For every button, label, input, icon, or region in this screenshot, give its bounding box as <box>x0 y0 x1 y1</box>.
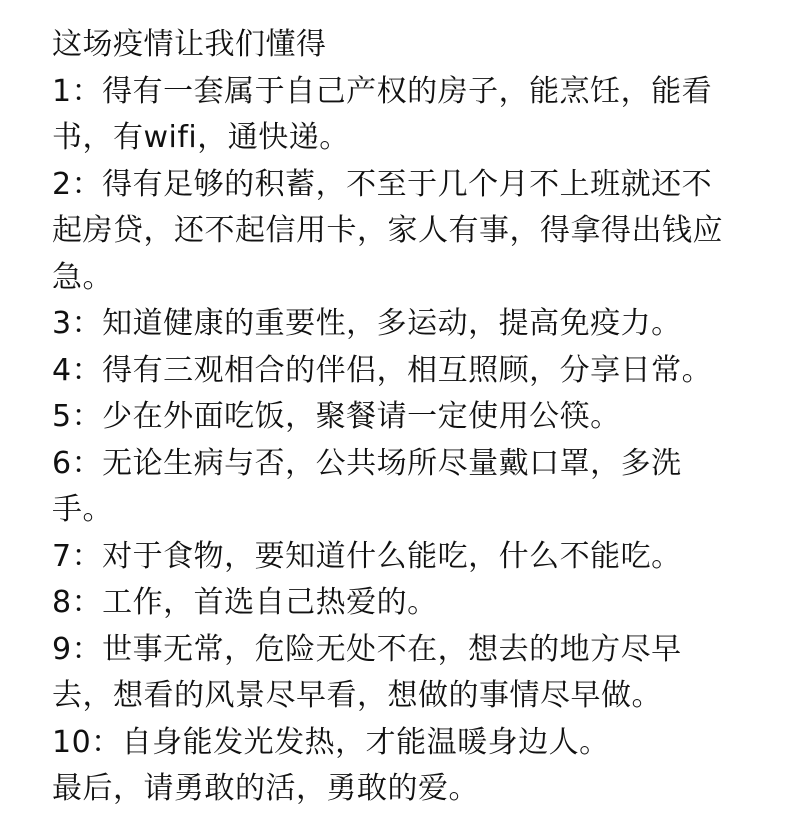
text-line: 起房贷，还不起信用卡，家人有事，得拿得出钱应 <box>52 213 723 248</box>
text-line: 急。 <box>52 259 113 295</box>
document-title: 这场疫情让我们懂得 <box>52 27 327 62</box>
text-line: 6：无论生病与否，公共场所尽量戴口罩，多洗 <box>52 445 682 481</box>
text-line: 10：自身能发光发热，才能温暖身边人。 <box>52 724 610 760</box>
text-line: 7：对于食物，要知道什么能吃，什么不能吃。 <box>52 538 682 574</box>
text-line: 2：得有足够的积蓄，不至于几个月不上班就还不 <box>52 166 713 202</box>
document-body <box>52 22 742 813</box>
text-line: 书，有wifi，通快递。 <box>52 120 350 155</box>
text-line: 1：得有一套属于自己产权的房子，能烹饪，能看 <box>52 73 713 109</box>
text-line: 4：得有三观相合的伴侣，相互照顾，分享日常。 <box>52 352 713 388</box>
text-line: 3：知道健康的重要性，多运动，提高免疫力。 <box>52 306 682 341</box>
text-line: 8：工作，首选自己热爱的。 <box>52 585 438 620</box>
text-line: 手。 <box>52 492 113 527</box>
text-line: 5：少在外面吃饭，聚餐请一定使用公筷。 <box>52 399 621 434</box>
text-line: 去，想看的风景尽早看，想做的事情尽早做。 <box>52 678 662 713</box>
text-line: 最后，请勇敢的活，勇敢的爱。 <box>52 771 479 806</box>
text-line: 9：世事无常，危险无处不在，想去的地方尽早 <box>52 631 682 667</box>
